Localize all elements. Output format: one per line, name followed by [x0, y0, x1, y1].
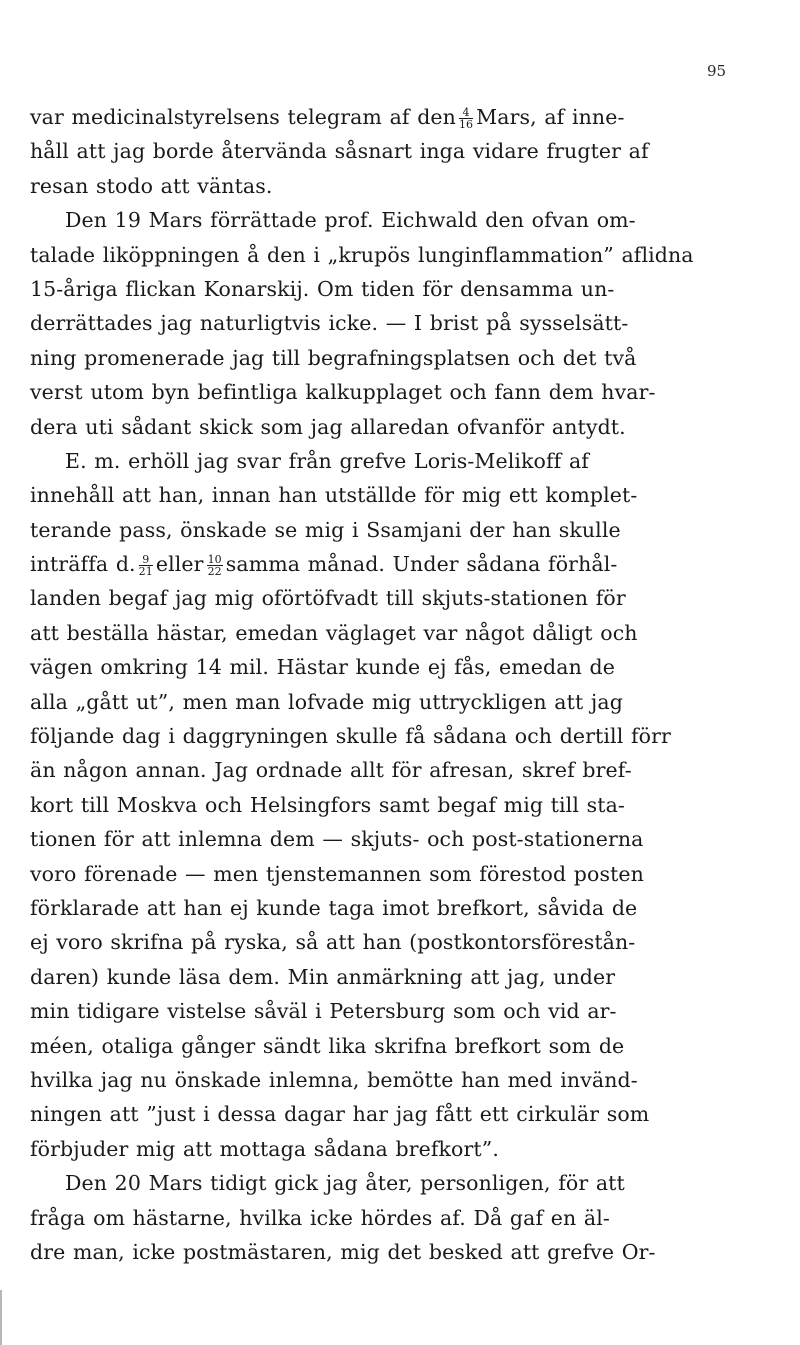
- text-line: följande dag i daggryningen skulle få sådana och dertill förr: [30, 724, 671, 749]
- text-line: alla „gått ut”, men man lofvade mig uttryckligen att jag: [30, 689, 623, 714]
- text-line: méen, otaliga gånger sändt lika skrifna brefkort som de: [30, 1033, 625, 1058]
- text-line: tionen för att inlemna dem — skjuts- och post-stationerna: [30, 827, 644, 852]
- text-line: fråga om hästarne, hvilka icke hördes af. Då gaf en äl-: [30, 1205, 610, 1230]
- text-line: håll att jag borde återvända såsnart inga vidare frugter af: [30, 139, 649, 164]
- text-line: var medicinalstyrelsens telegram af den $\frac{4}{16}$ Mars, af inne-: [30, 105, 625, 131]
- text-line: resan stodo att väntas.: [30, 173, 273, 198]
- text-line: än någon annan. Jag ordnade allt för afresan, skref bref-: [30, 758, 632, 783]
- text-line: derrättades jag naturligtvis icke. — I brist på sysselsätt-: [30, 311, 629, 336]
- text-line: att beställa hästar, emedan väglaget var något dåligt och: [30, 620, 638, 645]
- fraction-4-16: $\frac{4}{16}$: [458, 106, 474, 131]
- fraction-10-22: $\frac{10}{22}$: [207, 553, 222, 579]
- text-line: talade liköppningen å den i „krupös lunginflammation” aflidna: [30, 242, 694, 267]
- text-line: vägen omkring 14 mil. Hästar kunde ej fås, emedan de: [30, 655, 615, 680]
- text-line: förbjuder mig att mottaga sådana brefkort”.: [30, 1136, 499, 1161]
- text-line: ning promenerade jag till begrafningsplatsen och det två: [30, 345, 637, 370]
- text-line: min tidigare vistelse såväl i Petersburg som och vid ar-: [30, 999, 617, 1024]
- text-line: dre man, icke postmästaren, mig det besked att grefve Or-: [30, 1239, 656, 1264]
- text-line: ningen att ”just i dessa dagar har jag fått ett cirkulär som: [30, 1102, 650, 1127]
- text-line: verst utom byn befintliga kalkupplaget och fann dem hvar-: [30, 380, 656, 405]
- page-number: 95: [707, 62, 727, 80]
- text-line: Den 20 Mars tidigt gick jag åter, personligen, för att: [65, 1171, 625, 1196]
- text-line: dera uti sådant skick som jag allaredan ofvanför antydt.: [30, 414, 626, 439]
- text-line: E. m. erhöll jag svar från grefve Loris-Melikoff af: [65, 448, 589, 473]
- text-line: förklarade att han ej kunde taga imot brefkort, såvida de: [30, 895, 638, 920]
- text-line: terande pass, önskade se mig i Ssamjani der han skulle: [30, 517, 621, 542]
- text-line: hvilka jag nu önskade inlemna, bemötte han med invänd-: [30, 1067, 638, 1092]
- page-edge-mark: [0, 1290, 2, 1345]
- text-line: Den 19 Mars förrättade prof. Eichwald den ofvan om-: [65, 208, 636, 233]
- text-line: innehåll att han, innan han utställde för mig ett komplet-: [30, 483, 638, 508]
- text-line: voro förenade — men tjenstemannen som förestod posten: [30, 861, 644, 886]
- text-line: ej voro skrifna på ryska, så att han (postkontorsförestån-: [30, 930, 636, 955]
- text-line: 15-åriga flickan Konarskij. Om tiden för densamma un-: [30, 276, 615, 301]
- text-line: landen begaf jag mig oförtöfvadt till skjuts-stationen för: [30, 586, 626, 611]
- body-text: [30, 100, 770, 1269]
- text-line: inträffa d. $\frac{9}{21}$ eller $\frac{10}{22}$ samma månad. Under sådana förhål-: [30, 552, 618, 579]
- text-line: kort till Moskva och Helsingfors samt begaf mig till sta-: [30, 792, 625, 817]
- fraction-9-21: $\frac{9}{21}$: [138, 553, 153, 579]
- text-line: daren) kunde läsa dem. Min anmärkning att jag, under: [30, 964, 616, 989]
